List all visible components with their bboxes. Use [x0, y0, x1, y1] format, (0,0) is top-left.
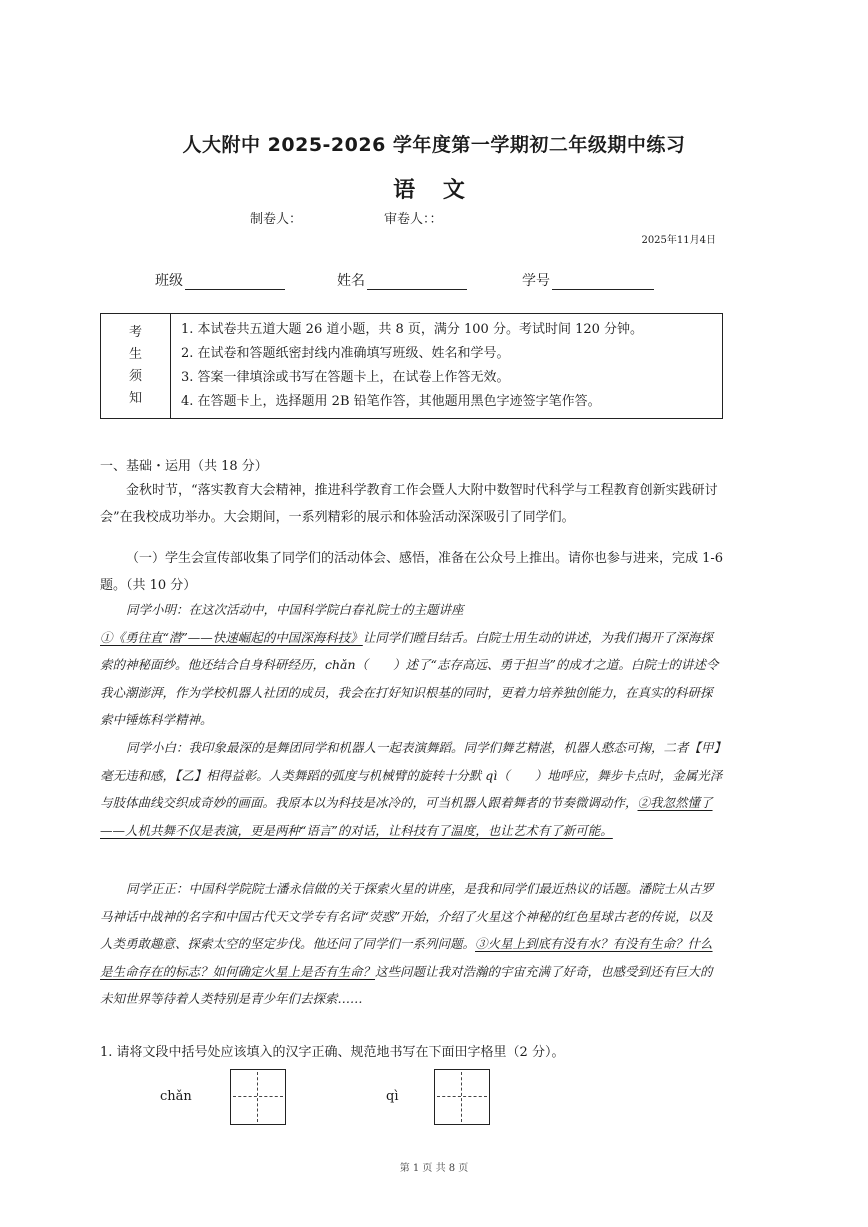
name-field[interactable]	[337, 270, 467, 290]
class-field[interactable]	[155, 270, 285, 290]
notice-heading: 考 生 须 知	[101, 314, 171, 419]
question-1: 1. 请将文段中括号处应该填入的汉字正确、规范地书写在下面田字格里（2 分）。	[100, 1045, 565, 1060]
exam-title: 人大附中 2025-2026 学年度第一学期初二年级期中练习	[182, 134, 686, 156]
student-id-field[interactable]	[522, 270, 654, 290]
exam-date: 2025年11月4日	[641, 235, 716, 246]
notice-item: 3. 答案一律填涂或书写在答题卡上，在试卷上作答无效。	[181, 370, 510, 385]
name-label: 姓名	[337, 273, 365, 289]
class-blank[interactable]	[185, 275, 285, 290]
part1-instruction: （一）学生会宣传部收集了同学们的活动体会、感悟，准备在公众号上推出。请你也参与进来，完成 1-6 题。（共 10 分）	[100, 551, 724, 593]
student-id-blank[interactable]	[552, 275, 654, 290]
answer-grid-qi[interactable]	[434, 1069, 490, 1125]
section-heading: 一、基础・运用（共 18 分）	[100, 459, 268, 474]
maker-label: 制卷人：	[250, 212, 303, 227]
xiaobai-paragraph: 同学小白：我印象最深的是舞团同学和机器人一起表演舞蹈。同学们舞艺精湛，机器人憨态可掬，二者【甲】毫无违和感，【乙】相得益彰。人类舞蹈的弧度与机械臂的旋转十分默 qì（ ）地呼应，舞步卡点时，金属光泽与肢体曲线交织成奇妙的画面。我原本以为科技是冰冷的，可当机器人跟着舞者的节奏微调动作，②我忽然懂了——人机共舞不仅是表演，更是两种“语言”的对话，让科技有了温度，也让艺术有了新可能。	[100, 740, 723, 838]
page-footer: 第 1 页 共 8 页	[399, 1163, 469, 1174]
zhengzheng-paragraph: 同学正正：中国科学院院士潘永信做的关于探索火星的讲座，是我和同学们最近热议的话题。潘院士从古罗马神话中战神的名字和中国古代天文学专有名词“荧惑”开始，介绍了火星这个神秘的红色星球古老的传说，以及人类勇敢趣意、探索太空的坚定步伐。他还问了同学们一系列问题。③火星上到底有没有水？有没有生命？什么是生命存在的标志？如何确定火星上是否有生命？这些问题让我对浩瀚的宇宙充满了好奇，也感受到还有巨大的未知世界等待着人类特别是青少年们去探索……	[100, 881, 714, 1006]
underlined-sentence-2: ②我忽然懂了——人机共舞不仅是表演，更是两种“语言”的对话，让科技有了温度，也让艺术有了新可能。	[100, 795, 713, 838]
underlined-sentence-1: ①《勇往直“潜”——快速崛起的中国深海科技》	[100, 629, 363, 645]
exam-notice-box	[100, 313, 723, 419]
name-blank[interactable]	[367, 275, 467, 290]
notice-item: 1. 本试卷共五道大题 26 道小题，共 8 页，满分 100 分。考试时间 120 分钟。	[181, 322, 644, 337]
notice-item: 2. 在试卷和答题纸密封线内准确填写班级、姓名和学号。	[181, 346, 510, 361]
class-label: 班级	[155, 273, 183, 289]
underlined-sentence-3: ③火星上到底有没有水？有没有生命？什么是生命存在的标志？如何确定火星上是否有生命？	[100, 936, 713, 979]
pinyin-chan: chǎn	[160, 1089, 192, 1104]
notice-items	[171, 314, 723, 419]
notice-item: 4. 在答题卡上，选择题用 2B 铅笔作答，其他题用黑色字迹签字笔作答。	[181, 394, 601, 409]
subject-title: 语 文	[393, 178, 475, 203]
intro-paragraph: 金秋时节，“落实教育大会精神，推进科学教育工作会暨人大附中数智时代科学与工程教育创新实践研讨会”在我校成功举办。大会期间，一系列精彩的展示和体验活动深深吸引了同学们。	[100, 483, 718, 525]
answer-grid-chan[interactable]	[230, 1069, 286, 1125]
student-id-label: 学号	[522, 273, 550, 289]
xiaoming-paragraph: 同学小明：在这次活动中，中国科学院白春礼院士的主题讲座①《勇往直“潜”——快速崛起的中国深海科技》让同学们瞠目结舌。白院士用生动的讲述，为我们揭开了深海探索的神秘面纱。他还结合自身科研经历，chǎn（ ）述了“志存高远、勇于担当”的成才之道。白院士的讲述令我心潮澎湃，作为学校机器人社团的成员，我会在打好知识根基的同时，更着力培养独创能力，在真实的科研探索中锤炼科学精神。	[100, 602, 719, 727]
reviewer-label: 审卷人：：	[384, 212, 443, 227]
pinyin-qi: qì	[386, 1089, 399, 1104]
